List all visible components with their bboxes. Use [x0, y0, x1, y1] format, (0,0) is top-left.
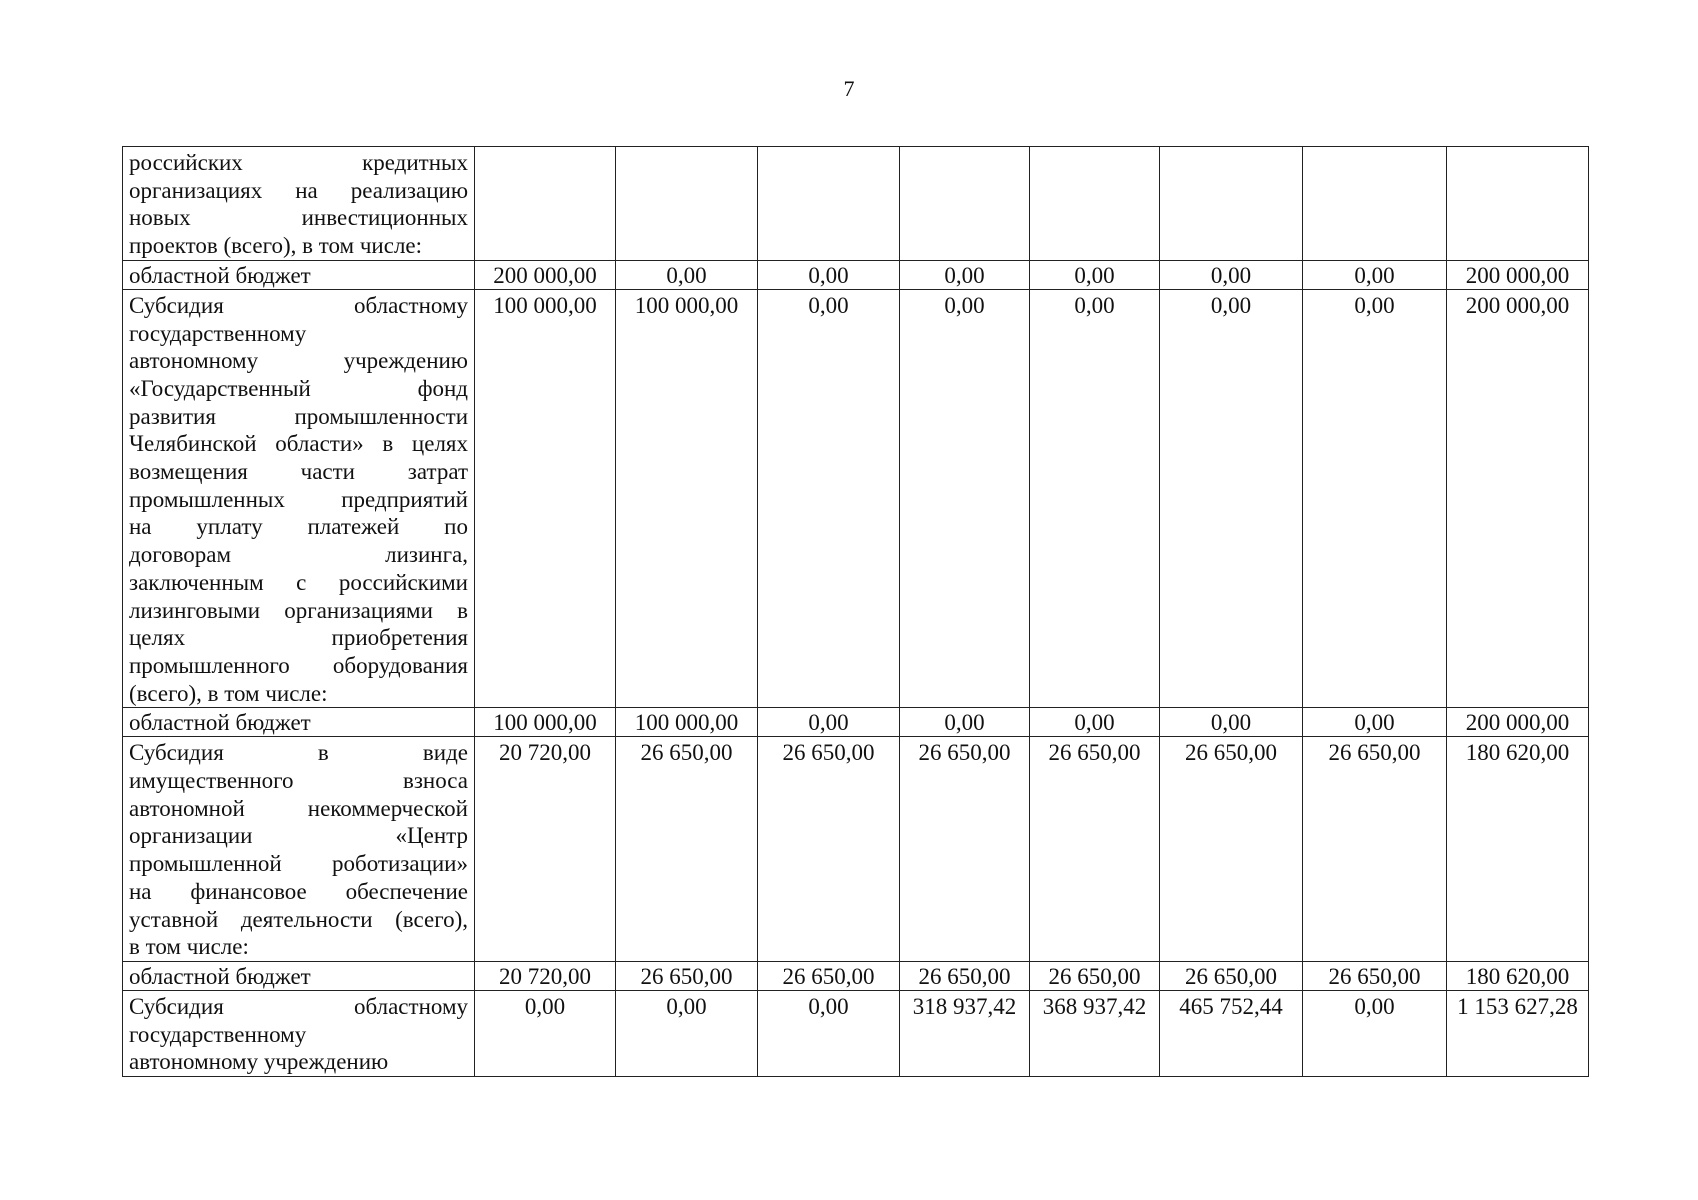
- description-cell: [123, 737, 475, 962]
- budget-label: областной бюджет: [129, 262, 311, 288]
- description-line: на финансовое обеспечение: [129, 878, 468, 904]
- value-cell: 318 937,42: [900, 990, 1030, 1076]
- value-cell: 26 650,00: [758, 961, 900, 990]
- value-cell: 26 650,00: [1160, 961, 1303, 990]
- value-cell: 100 000,00: [475, 708, 616, 737]
- value-cell: 26 650,00: [900, 961, 1030, 990]
- description-line: российских кредитных: [129, 150, 468, 175]
- value-cell: [758, 147, 900, 261]
- budget-row: [123, 961, 1589, 990]
- value-cell: 0,00: [758, 990, 900, 1076]
- value-cell: 26 650,00: [1303, 737, 1447, 962]
- table-row: [123, 289, 1589, 708]
- budget-table: [122, 146, 1589, 1077]
- value-cell: 368 937,42: [1030, 990, 1160, 1076]
- value-cell: [1447, 147, 1589, 261]
- description-line: организациях на реализацию: [129, 177, 468, 203]
- value-cell: 26 650,00: [616, 737, 758, 962]
- description-line: организации «Центр: [129, 823, 468, 849]
- value-cell: 200 000,00: [475, 260, 616, 289]
- budget-row: [123, 260, 1589, 289]
- budget-label: областной бюджет: [129, 710, 311, 736]
- description-line: государственному: [129, 320, 307, 346]
- value-cell: [1160, 147, 1303, 261]
- budget-label-cell: [123, 260, 475, 289]
- value-cell: 26 650,00: [1160, 737, 1303, 962]
- value-cell: 20 720,00: [475, 737, 616, 962]
- value-cell: 200 000,00: [1447, 708, 1589, 737]
- description-cell: [123, 289, 475, 708]
- table-body: [123, 147, 1589, 1077]
- value-cell: 0,00: [758, 708, 900, 737]
- value-cell: 0,00: [1303, 260, 1447, 289]
- value-cell: 0,00: [758, 260, 900, 289]
- description-line: автономному учреждению: [129, 348, 468, 374]
- description-line: проектов (всего), в том числе:: [129, 233, 423, 259]
- description-line: Субсидия областному: [129, 993, 468, 1019]
- description-line: имущественного взноса: [129, 768, 468, 794]
- value-cell: 465 752,44: [1160, 990, 1303, 1076]
- description-line: Субсидия областному: [129, 292, 468, 318]
- table-row: [123, 147, 1589, 261]
- value-cell: 0,00: [1030, 289, 1160, 708]
- value-cell: 26 650,00: [616, 961, 758, 990]
- value-cell: 0,00: [1303, 289, 1447, 708]
- value-cell: 0,00: [1030, 708, 1160, 737]
- value-cell: 0,00: [900, 260, 1030, 289]
- budget-row: [123, 708, 1589, 737]
- value-cell: 20 720,00: [475, 961, 616, 990]
- description-line: Челябинской области» в целях: [129, 431, 468, 457]
- description-line: в том числе:: [129, 934, 249, 960]
- value-cell: [1303, 147, 1447, 261]
- value-cell: 100 000,00: [616, 708, 758, 737]
- description-cell: [123, 147, 475, 261]
- description-line: государственному: [129, 1021, 307, 1047]
- value-cell: 0,00: [1303, 990, 1447, 1076]
- value-cell: 0,00: [1030, 260, 1160, 289]
- description-line: целях приобретения: [129, 625, 468, 651]
- table-row: [123, 990, 1589, 1076]
- table-row: [123, 737, 1589, 962]
- value-cell: 0,00: [1303, 708, 1447, 737]
- budget-label-cell: [123, 961, 475, 990]
- value-cell: 0,00: [1160, 289, 1303, 708]
- description-line: уставной деятельности (всего),: [129, 906, 468, 932]
- value-cell: 100 000,00: [616, 289, 758, 708]
- value-cell: 0,00: [616, 260, 758, 289]
- budget-label: областной бюджет: [129, 963, 311, 989]
- value-cell: 100 000,00: [475, 289, 616, 708]
- value-cell: 26 650,00: [758, 737, 900, 962]
- description-line: промышленных предприятий: [129, 486, 468, 512]
- value-cell: [475, 147, 616, 261]
- description-cell: [123, 990, 475, 1076]
- description-line: новых инвестиционных: [129, 205, 468, 231]
- value-cell: 26 650,00: [900, 737, 1030, 962]
- value-cell: 0,00: [475, 990, 616, 1076]
- description-line: договорам лизинга,: [129, 542, 468, 568]
- description-line: возмещения части затрат: [129, 459, 468, 485]
- value-cell: [616, 147, 758, 261]
- value-cell: 0,00: [900, 708, 1030, 737]
- description-line: промышленного оборудования: [129, 652, 468, 678]
- description-line: заключенным с российскими: [129, 569, 468, 595]
- description-line: Субсидия в виде: [129, 740, 468, 766]
- description-line: автономной некоммерческой: [129, 795, 468, 821]
- value-cell: 180 620,00: [1447, 961, 1589, 990]
- value-cell: 200 000,00: [1447, 260, 1589, 289]
- description-line: «Государственный фонд: [129, 375, 468, 401]
- value-cell: 180 620,00: [1447, 737, 1589, 962]
- description-line: (всего), в том числе:: [129, 680, 328, 706]
- value-cell: 26 650,00: [1303, 961, 1447, 990]
- value-cell: 200 000,00: [1447, 289, 1589, 708]
- value-cell: [900, 147, 1030, 261]
- value-cell: 0,00: [1160, 260, 1303, 289]
- description-line: автономному учреждению: [129, 1049, 389, 1075]
- value-cell: 0,00: [900, 289, 1030, 708]
- value-cell: 0,00: [1160, 708, 1303, 737]
- description-line: на уплату платежей по: [129, 514, 468, 540]
- description-line: лизинговыми организациями в: [129, 597, 468, 623]
- value-cell: 26 650,00: [1030, 961, 1160, 990]
- value-cell: 0,00: [616, 990, 758, 1076]
- value-cell: 26 650,00: [1030, 737, 1160, 962]
- value-cell: [1030, 147, 1160, 261]
- value-cell: 0,00: [758, 289, 900, 708]
- description-line: развития промышленности: [129, 403, 468, 429]
- page-number: 7: [843, 76, 855, 101]
- description-line: промышленной роботизации»: [129, 851, 468, 877]
- budget-label-cell: [123, 708, 475, 737]
- value-cell: 1 153 627,28: [1447, 990, 1589, 1076]
